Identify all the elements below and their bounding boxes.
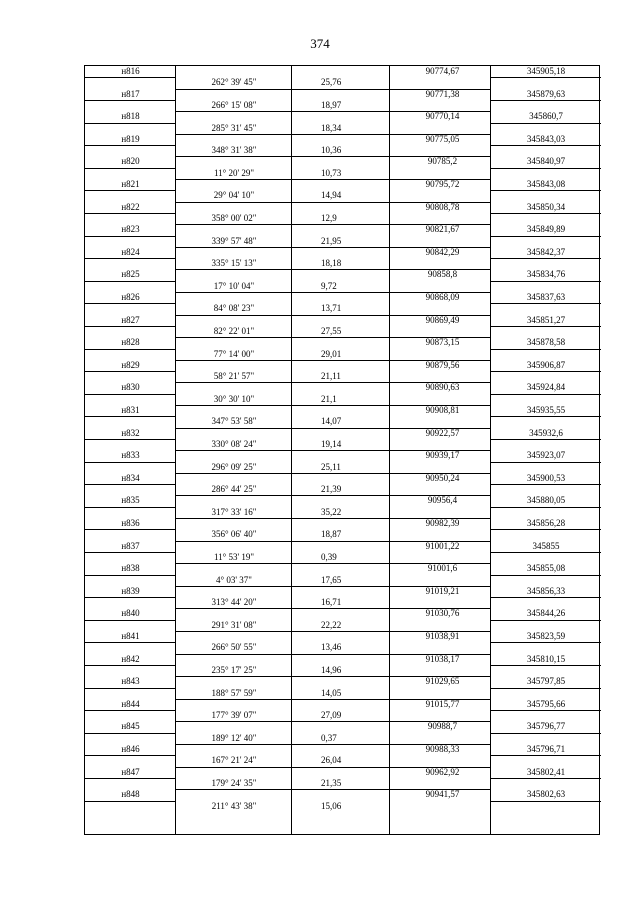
row-divider	[85, 190, 175, 191]
point-name: н840	[121, 608, 140, 619]
segment-length: 26,04	[321, 755, 342, 766]
direction-angle: 84° 08' 23"	[213, 303, 255, 314]
coordinate-y: 345856,28	[526, 518, 566, 528]
row-divider	[85, 168, 175, 169]
segment-length: 15,06	[321, 800, 342, 811]
row-divider	[85, 462, 175, 463]
point-name: н829	[121, 359, 140, 370]
row-divider	[85, 778, 175, 779]
segment-length: 13,46	[321, 642, 342, 653]
coordinate-y: 345843,08	[526, 179, 566, 189]
coordinate-y: 345855,08	[526, 563, 566, 574]
page-number: 374	[310, 36, 330, 51]
coordinate-y: 345842,37	[526, 246, 566, 257]
direction-angle: 11° 53' 19"	[213, 551, 255, 562]
coordinate-x: 90821,67	[425, 224, 460, 235]
point-name: н842	[121, 653, 140, 664]
direction-angle: 11° 20' 29"	[213, 167, 255, 178]
coordinate-y: 345932,6	[529, 427, 563, 438]
row-divider	[85, 394, 175, 395]
coordinate-y: 345906,87	[526, 359, 566, 370]
point-name: н845	[121, 721, 140, 732]
coordinate-y: 345923,07	[526, 450, 566, 461]
coordinate-x: 91029,65	[425, 676, 460, 687]
row-divider	[490, 801, 601, 802]
segment-length: 13,71	[321, 303, 342, 314]
row-divider	[490, 642, 601, 643]
direction-angle: 4° 03' 37"	[216, 574, 252, 585]
direction-angle: 313° 44' 20"	[211, 597, 257, 608]
coordinate-x: 91038,91	[425, 631, 460, 641]
segment-length: 21,11	[321, 371, 341, 382]
row-divider	[85, 597, 175, 598]
row-divider	[490, 507, 601, 508]
point-name: н847	[121, 766, 140, 777]
row-divider	[490, 123, 601, 124]
coordinate-y: 345878,58	[526, 337, 566, 348]
coordinate-x: 90962,92	[425, 766, 460, 777]
coordinate-y: 345879,63	[526, 88, 566, 99]
row-divider	[85, 77, 175, 78]
direction-angle: 262° 39' 45"	[211, 77, 257, 88]
segment-length: 14,96	[321, 664, 342, 675]
row-divider	[490, 755, 601, 756]
row-divider	[85, 123, 175, 124]
coordinate-x: 91030,76	[425, 608, 460, 619]
coordinate-y: 345796,71	[526, 744, 566, 754]
row-divider	[490, 281, 601, 282]
row-divider	[490, 394, 601, 395]
row-divider	[490, 145, 601, 146]
direction-angle: 58° 21' 57"	[213, 371, 255, 382]
row-divider	[490, 462, 601, 463]
coordinate-y: 345900,53	[526, 472, 566, 483]
point-name: н837	[121, 540, 140, 551]
segment-length: 12,9	[321, 212, 337, 223]
segment-length: 25,11	[321, 461, 341, 472]
row-divider	[490, 688, 601, 689]
point-name: н816	[121, 66, 140, 76]
coordinate-x: 91001,22	[425, 540, 460, 551]
row-divider	[490, 575, 601, 576]
row-divider	[490, 168, 601, 169]
coordinate-x: 91019,21	[425, 585, 460, 596]
coordinate-y: 345797,85	[526, 676, 566, 687]
coordinate-x: 90842,29	[425, 246, 460, 257]
coordinate-y: 345880,05	[526, 495, 566, 506]
segment-length: 0,39	[321, 551, 337, 562]
coordinate-y: 345795,66	[526, 698, 566, 709]
coordinate-y: 345850,34	[526, 201, 566, 212]
row-divider	[85, 710, 175, 711]
direction-angle: 358° 00' 02"	[211, 212, 257, 223]
direction-angle: 77° 14' 00"	[213, 348, 255, 359]
direction-angle: 285° 31' 45"	[211, 122, 257, 133]
coordinate-y: 345796,77	[526, 721, 566, 732]
point-name: н826	[121, 292, 140, 302]
segment-length: 21,39	[321, 484, 342, 495]
coordinate-y: 345843,03	[526, 133, 566, 144]
row-divider	[85, 236, 175, 237]
row-divider	[85, 755, 175, 756]
row-divider	[490, 258, 601, 259]
coordinate-x: 90771,38	[425, 88, 460, 99]
row-divider	[490, 710, 601, 711]
row-divider	[85, 145, 175, 146]
point-name: н822	[121, 201, 140, 212]
segment-length: 10,73	[321, 167, 342, 178]
segment-length: 18,34	[321, 122, 342, 133]
segment-length: 21,1	[321, 393, 337, 404]
row-divider	[85, 575, 175, 576]
coordinate-x: 90956,4	[427, 495, 458, 506]
coordinate-x: 90868,09	[425, 292, 460, 302]
point-name: н836	[121, 518, 140, 528]
row-divider	[490, 303, 601, 304]
coordinate-x: 90941,57	[425, 789, 460, 800]
row-divider	[490, 484, 601, 485]
direction-angle: 167° 21' 24"	[211, 755, 257, 766]
coordinate-y: 345837,63	[526, 292, 566, 302]
row-divider	[490, 326, 601, 327]
coordinate-x: 91038,17	[425, 653, 460, 664]
row-divider	[490, 778, 601, 779]
row-divider	[85, 642, 175, 643]
row-divider	[490, 77, 601, 78]
segment-length: 0,37	[321, 732, 337, 743]
segment-length: 21,95	[321, 235, 342, 246]
point-name: н839	[121, 585, 140, 596]
direction-angle: 317° 33' 16"	[211, 506, 257, 517]
segment-length: 10,36	[321, 145, 342, 156]
point-name: н846	[121, 744, 140, 754]
coordinate-y: 345844,26	[526, 608, 566, 619]
coordinate-x: 90873,15	[425, 337, 460, 348]
row-divider	[490, 439, 601, 440]
segment-length: 25,76	[321, 77, 342, 88]
direction-angle: 188° 57' 59"	[211, 687, 257, 698]
direction-angle: 17° 10' 04"	[213, 280, 255, 291]
row-divider	[85, 326, 175, 327]
point-name: н828	[121, 337, 140, 348]
direction-angle: 211° 43' 38"	[211, 800, 257, 811]
point-name: н832	[121, 427, 140, 438]
point-name: н825	[121, 269, 140, 280]
coordinate-x: 91001,6	[427, 563, 458, 574]
coordinate-x: 90982,39	[425, 518, 460, 528]
direction-angle: 177° 39' 07"	[211, 710, 257, 721]
direction-angle: 189° 12' 40"	[211, 732, 257, 743]
direction-angle: 286° 44' 25"	[211, 484, 257, 495]
coordinate-y: 345840,97	[526, 156, 566, 167]
segment-length: 14,07	[321, 416, 342, 427]
point-name: н843	[121, 676, 140, 687]
coordinate-x: 90922,57	[425, 427, 460, 438]
row-divider	[85, 349, 175, 350]
segment-length: 14,05	[321, 687, 342, 698]
coordinate-x: 90858,8	[427, 269, 458, 280]
coordinate-x: 90988,7	[427, 721, 458, 732]
segment-length: 16,71	[321, 597, 342, 608]
coordinate-y: 345802,63	[526, 789, 566, 800]
coordinate-x: 90988,33	[425, 744, 460, 754]
row-divider	[85, 416, 175, 417]
coordinate-y: 345935,55	[526, 405, 566, 415]
coordinate-x: 90795,72	[425, 179, 460, 189]
row-divider	[85, 484, 175, 485]
direction-angle: 339° 57' 48"	[211, 235, 257, 246]
segment-length: 22,22	[321, 619, 342, 630]
point-name: н821	[121, 179, 140, 189]
row-divider	[490, 416, 601, 417]
row-divider	[85, 552, 175, 553]
point-name: н848	[121, 789, 140, 800]
row-divider	[85, 100, 175, 101]
direction-angle: 291° 31' 08"	[211, 619, 257, 630]
coordinate-y: 345851,27	[526, 314, 566, 325]
direction-angle: 29° 04' 10"	[213, 190, 255, 201]
coordinate-y: 345855	[532, 540, 560, 551]
segment-length: 18,87	[321, 529, 342, 540]
segment-length: 17,65	[321, 574, 342, 585]
point-name: н817	[121, 88, 140, 99]
coordinate-x: 90770,14	[425, 111, 460, 122]
row-divider	[85, 281, 175, 282]
row-divider	[490, 733, 601, 734]
coordinate-y: 345860,7	[529, 111, 563, 122]
segment-length: 29,01	[321, 348, 342, 359]
coordinate-x: 90775,05	[425, 133, 460, 144]
segment-length: 19,14	[321, 438, 342, 449]
point-name: н824	[121, 246, 140, 257]
row-divider	[490, 236, 601, 237]
coordinate-x: 90950,24	[425, 472, 460, 483]
coordinate-y: 345823,59	[526, 631, 566, 641]
coordinate-y: 345905,18	[526, 66, 566, 76]
row-divider	[85, 529, 175, 530]
survey-coordinates-table	[84, 65, 600, 835]
row-divider	[85, 688, 175, 689]
point-name: н820	[121, 156, 140, 167]
row-divider	[85, 620, 175, 621]
row-divider	[490, 529, 601, 530]
coordinate-x: 90869,49	[425, 314, 460, 325]
segment-length: 14,94	[321, 190, 342, 201]
row-divider	[490, 597, 601, 598]
point-name: н831	[121, 405, 140, 415]
direction-angle: 266° 15' 08"	[211, 99, 257, 110]
direction-angle: 235° 17' 25"	[211, 664, 257, 675]
segment-length: 18,97	[321, 99, 342, 110]
row-divider	[490, 665, 601, 666]
row-divider	[490, 213, 601, 214]
coordinate-x: 90785,2	[427, 156, 458, 167]
direction-angle: 296° 09' 25"	[211, 461, 257, 472]
point-name: н819	[121, 133, 140, 144]
direction-angle: 330° 08' 24"	[211, 438, 257, 449]
row-divider	[85, 801, 175, 802]
row-divider	[85, 507, 175, 508]
direction-angle: 348° 31' 38"	[211, 145, 257, 156]
row-divider	[490, 552, 601, 553]
direction-angle: 30° 30' 10"	[213, 393, 255, 404]
point-name: н833	[121, 450, 140, 461]
coordinate-y: 345849,89	[526, 224, 566, 235]
segment-length: 18,18	[321, 258, 342, 269]
coordinate-x: 90939,17	[425, 450, 460, 461]
point-name: н823	[121, 224, 140, 235]
row-divider	[490, 371, 601, 372]
segment-length: 27,55	[321, 325, 342, 336]
coordinate-y: 345802,41	[526, 766, 566, 777]
direction-angle: 179° 24' 35"	[211, 777, 257, 788]
row-divider	[490, 190, 601, 191]
point-name: н834	[121, 472, 140, 483]
point-name: н827	[121, 314, 140, 325]
segment-length: 27,09	[321, 710, 342, 721]
coordinate-y: 345924,84	[526, 382, 566, 393]
row-divider	[490, 100, 601, 101]
segment-length: 9,72	[321, 280, 337, 291]
segment-length: 35,22	[321, 506, 342, 517]
row-divider	[490, 349, 601, 350]
coordinate-y: 345810,15	[526, 653, 566, 664]
coordinate-x: 90908,81	[425, 405, 460, 415]
coordinate-x: 90879,56	[425, 359, 460, 370]
segment-length: 21,35	[321, 777, 342, 788]
row-divider	[85, 258, 175, 259]
point-name: н838	[121, 563, 140, 574]
row-divider	[85, 371, 175, 372]
row-divider	[85, 665, 175, 666]
coordinate-y: 345856,33	[526, 585, 566, 596]
point-name: н844	[121, 698, 140, 709]
coordinate-x: 90774,67	[425, 66, 460, 76]
row-divider	[85, 733, 175, 734]
coordinate-x: 90890,63	[425, 382, 460, 393]
direction-angle: 356° 06' 40"	[211, 529, 257, 540]
coordinate-x: 91015,77	[425, 698, 460, 709]
row-divider	[85, 213, 175, 214]
row-divider	[490, 620, 601, 621]
direction-angle: 335° 15' 13"	[211, 258, 257, 269]
direction-angle: 266° 50' 55"	[211, 642, 257, 653]
direction-angle: 82° 22' 01"	[213, 325, 255, 336]
point-name: н830	[121, 382, 140, 393]
row-divider	[85, 439, 175, 440]
point-name: н818	[121, 111, 140, 122]
coordinate-x: 90808,78	[425, 201, 460, 212]
coordinate-y: 345834,76	[526, 269, 566, 280]
point-name: н841	[121, 631, 140, 641]
point-name: н835	[121, 495, 140, 506]
row-divider	[85, 303, 175, 304]
direction-angle: 347° 53' 58"	[211, 416, 257, 427]
